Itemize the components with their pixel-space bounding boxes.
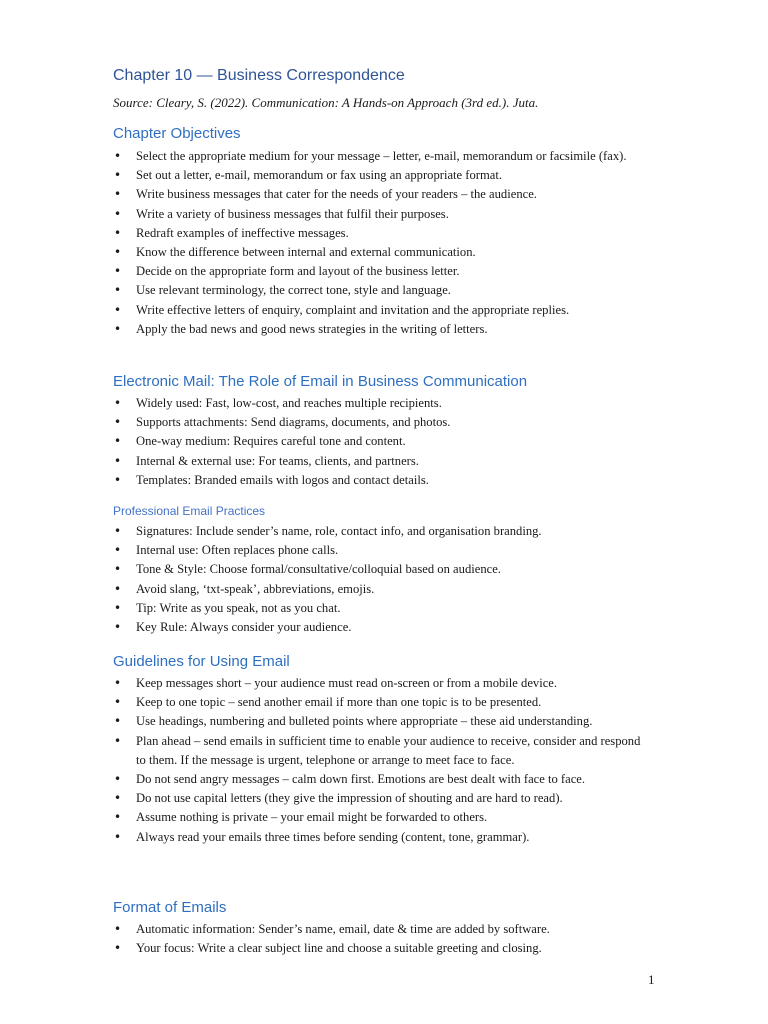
guidelines-list	[113, 674, 653, 847]
email-role-heading: Electronic Mail: The Role of Email in Business Communication	[113, 373, 528, 390]
list-item: • Select the appropriate medium for your message – letter, e-mail, memorandum or facsimile (fax).	[113, 147, 653, 166]
format-heading: Format of Emails	[113, 899, 227, 916]
list-item: • Redraft examples of ineffective messages.	[113, 224, 653, 243]
list-item: • Set out a letter, e-mail, memorandum or fax using an appropriate format.	[113, 166, 653, 185]
list-item: • Avoid slang, ‘txt-speak’, abbreviations, emojis.	[113, 580, 653, 599]
list-item: • Signatures: Include sender’s name, role, contact info, and organisation branding.	[113, 522, 653, 541]
list-item: • Your focus: Write a clear subject line and choose a suitable greeting and closing.	[113, 939, 653, 958]
list-item: • Templates: Branded emails with logos and contact details.	[113, 471, 653, 490]
page-number: 1	[648, 972, 655, 987]
objectives-list	[113, 147, 653, 339]
list-item: • Keep messages short – your audience must read on-screen or from a mobile device.	[113, 674, 653, 693]
list-item: • Supports attachments: Send diagrams, documents, and photos.	[113, 413, 653, 432]
list-item: • Key Rule: Always consider your audience.	[113, 618, 653, 637]
list-item: • Use headings, numbering and bulleted points where appropriate – these aid understanding.	[113, 712, 653, 731]
objectives-heading: Chapter Objectives	[113, 125, 241, 142]
list-item: • Plan ahead – send emails in sufficient time to enable your audience to receive, consider and respond to them. If the message is urgent, telephone or arrange to meet face to face.	[113, 732, 653, 770]
list-item: • Widely used: Fast, low-cost, and reaches multiple recipients.	[113, 394, 653, 413]
list-item: • Always read your emails three times before sending (content, tone, grammar).	[113, 828, 653, 847]
list-item: • Tip: Write as you speak, not as you chat.	[113, 599, 653, 618]
list-item: • Use relevant terminology, the correct tone, style and language.	[113, 281, 653, 300]
list-item: • Internal & external use: For teams, clients, and partners.	[113, 452, 653, 471]
email-role-list	[113, 394, 653, 490]
source-citation: Source: Cleary, S. (2022). Communication: A Hands-on Approach (3rd ed.). Juta.	[113, 95, 539, 110]
list-item: • Write business messages that cater for the needs of your readers – the audience.	[113, 185, 653, 204]
list-item: • Automatic information: Sender’s name, email, date & time are added by software.	[113, 920, 653, 939]
format-list	[113, 920, 653, 958]
list-item: • Write a variety of business messages that fulfil their purposes.	[113, 205, 653, 224]
list-item: • Know the difference between internal and external communication.	[113, 243, 653, 262]
practices-list	[113, 522, 653, 637]
list-item: • One-way medium: Requires careful tone and content.	[113, 432, 653, 451]
list-item: • Apply the bad news and good news strategies in the writing of letters.	[113, 320, 653, 339]
guidelines-heading: Guidelines for Using Email	[113, 653, 290, 670]
list-item: • Tone & Style: Choose formal/consultative/colloquial based on audience.	[113, 560, 653, 579]
list-item: • Decide on the appropriate form and layout of the business letter.	[113, 262, 653, 281]
list-item: • Assume nothing is private – your email might be forwarded to others.	[113, 808, 653, 827]
list-item: • Do not use capital letters (they give the impression of shouting and are hard to read).	[113, 789, 653, 808]
list-item: • Do not send angry messages – calm down first. Emotions are best dealt with face to face.	[113, 770, 653, 789]
list-item: • Keep to one topic – send another email if more than one topic is to be presented.	[113, 693, 653, 712]
list-item: • Internal use: Often replaces phone calls.	[113, 541, 653, 560]
page-title: Chapter 10 — Business Correspondence	[113, 67, 405, 84]
practices-heading: Professional Email Practices	[113, 504, 266, 518]
list-item: • Write effective letters of enquiry, complaint and invitation and the appropriate replies.	[113, 301, 653, 320]
